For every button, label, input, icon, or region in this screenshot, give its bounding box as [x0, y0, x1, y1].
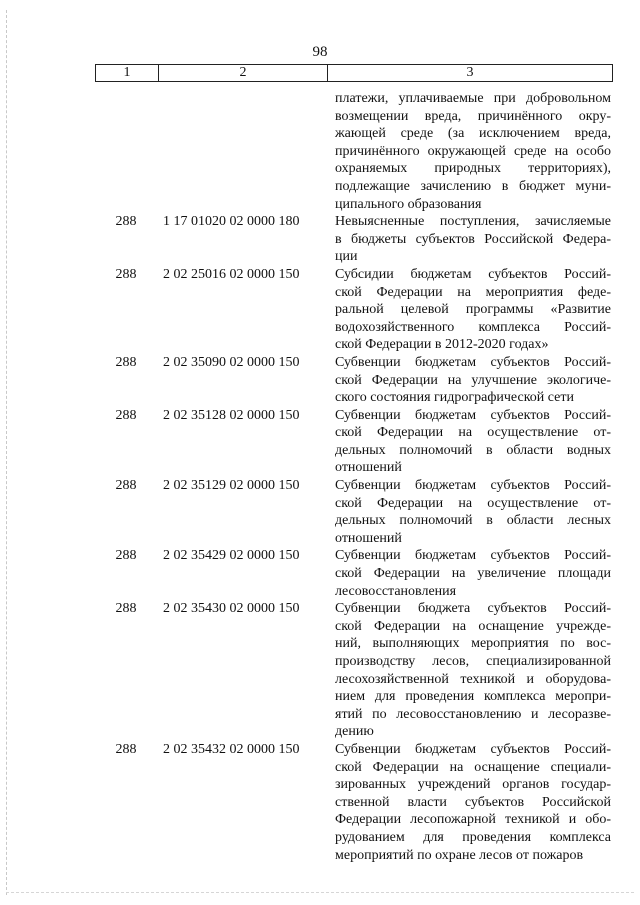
- header-col-2: 2: [159, 65, 328, 82]
- description-line: ции: [335, 249, 358, 265]
- description-line: ятий по лесовосстановлению и лесоразве-: [335, 706, 611, 722]
- description-line: ской Федерации на оснащение специали-: [335, 759, 611, 775]
- admin-code: 288: [115, 354, 137, 370]
- budget-classification-code: 2 02 35129 02 0000 150: [163, 478, 300, 494]
- description-line: жающей среде (за исключением вреда,: [335, 126, 611, 142]
- table-row: [95, 600, 613, 741]
- table-row: [95, 477, 613, 547]
- income-description: [331, 741, 613, 864]
- description-line: Субвенции бюджета субъектов Россий-: [335, 601, 611, 617]
- description-line: ний, выполняющих мероприятия по вос-: [335, 636, 611, 652]
- description-line: ской Федерации на мероприятия феде-: [335, 284, 611, 300]
- description-line: платежи, уплачиваемые при добровольном: [335, 91, 611, 106]
- description-line: ской Федерации на оснащение учрежде-: [335, 618, 611, 634]
- admin-code: 288: [115, 407, 137, 423]
- description-line: дельных полномочий в области лесных: [335, 513, 611, 529]
- table-header: [95, 64, 613, 82]
- table-row: [95, 213, 613, 266]
- description-line: ского состояния гидрографической сети: [335, 390, 574, 406]
- description-line: ской Федерации на увеличение площади: [335, 566, 611, 582]
- admin-code: 288: [115, 601, 137, 617]
- budget-classification-code: 2 02 35430 02 0000 150: [163, 601, 300, 617]
- admin-code: [95, 90, 157, 213]
- description-line: ральной целевой программы «Развитие: [335, 302, 611, 318]
- description-line: Федерации лесопожарной техникой и обо-: [335, 812, 611, 828]
- admin-code: 288: [115, 478, 137, 494]
- budget-classification-code: 2 02 35090 02 0000 150: [163, 354, 300, 370]
- description-line: Субвенции бюджетам субъектов Россий-: [335, 354, 611, 370]
- description-line: отношений: [335, 460, 402, 476]
- description-line: возмещении вреда, причинённого окру-: [335, 108, 611, 124]
- income-description: [331, 477, 613, 547]
- income-description: [331, 354, 613, 407]
- description-line: зированных учреждений органов государ-: [335, 777, 611, 793]
- description-line: подлежащие зачислению в бюджет муни-: [335, 178, 611, 194]
- description-line: Субсидии бюджетам субъектов Россий-: [335, 266, 611, 282]
- income-description: [331, 90, 613, 213]
- description-line: Невыясненные поступления, зачисляемые: [335, 214, 611, 230]
- description-line: мероприятий по охране лесов от пожаров: [335, 847, 584, 863]
- description-line: ской Федерации на осуществление от-: [335, 495, 611, 511]
- table-row: [95, 547, 613, 600]
- admin-code: 288: [115, 741, 137, 757]
- admin-code: 288: [115, 548, 137, 564]
- admin-code: 288: [115, 214, 137, 230]
- table-body: [95, 90, 613, 864]
- description-line: ской Федерации на осуществление от-: [335, 425, 611, 441]
- header-col-3: 3: [328, 65, 613, 82]
- table-row: [95, 90, 613, 213]
- description-line: дению: [335, 724, 374, 740]
- description-line: ской Федерации на улучшение экологиче-: [335, 372, 611, 388]
- description-line: охраняемых природных территориях),: [335, 161, 611, 177]
- budget-classification-code: 2 02 35128 02 0000 150: [163, 407, 300, 423]
- table-row: [95, 741, 613, 864]
- income-description: [331, 407, 613, 477]
- description-line: лесохозяйственной техникой и оборудова-: [335, 671, 611, 687]
- budget-classification-code: 2 02 35429 02 0000 150: [163, 548, 300, 564]
- header-col-1: 1: [96, 65, 159, 82]
- income-description: [331, 547, 613, 600]
- page-number: 98: [312, 44, 328, 60]
- income-description: [331, 266, 613, 354]
- description-line: Субвенции бюджетам субъектов Россий-: [335, 478, 611, 494]
- budget-classification-code: 2 02 25016 02 0000 150: [163, 266, 300, 282]
- description-line: ственной власти субъектов Российской: [335, 794, 611, 810]
- description-line: ской Федерации в 2012-2020 годах»: [335, 337, 549, 353]
- description-line: отношений: [335, 530, 402, 546]
- scan-edge-line: [6, 10, 7, 895]
- description-line: рудованием для проведения комплекса: [335, 829, 611, 845]
- table-row: [95, 407, 613, 477]
- description-line: дельных полномочий в области водных: [335, 442, 611, 458]
- description-line: Субвенции бюджетам субъектов Россий-: [335, 741, 611, 757]
- description-line: Субвенции бюджетам субъектов Россий-: [335, 407, 611, 423]
- description-line: ципального образования: [335, 196, 482, 212]
- description-line: производству лесов, специализированной: [335, 654, 611, 669]
- budget-classification-code: 1 17 01020 02 0000 180: [163, 214, 300, 230]
- income-description: [331, 213, 613, 266]
- income-description: [331, 600, 613, 741]
- description-line: в бюджеты субъектов Российской Федера-: [335, 231, 611, 247]
- description-line: водохозяйственного комплекса Россий-: [335, 319, 611, 335]
- budget-classification-code: [157, 90, 331, 213]
- table-row: [95, 354, 613, 407]
- budget-classification-code: 2 02 35432 02 0000 150: [163, 741, 300, 757]
- scan-bottom-line: [6, 892, 634, 893]
- description-line: причинённого окружающей среде на особо: [335, 143, 611, 159]
- admin-code: 288: [115, 266, 137, 282]
- table-row: [95, 266, 613, 354]
- description-line: Субвенции бюджетам субъектов Россий-: [335, 548, 611, 564]
- description-line: нием для проведения комплекса меропри-: [335, 689, 611, 705]
- description-line: лесовосстановления: [335, 583, 457, 599]
